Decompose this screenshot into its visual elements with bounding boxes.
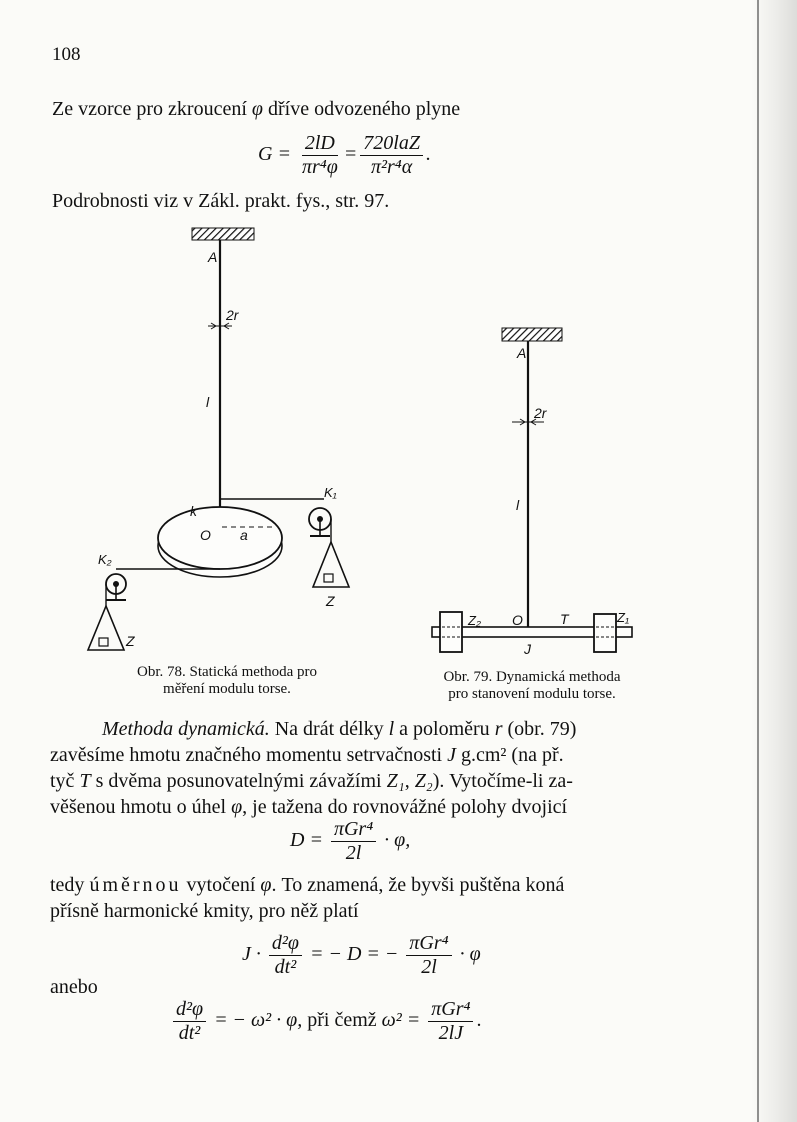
eq4-fraction-1: $\frac{\text{d²φ}}{\text{dt²}}$ bbox=[173, 998, 206, 1045]
weight-Z2 bbox=[440, 612, 462, 652]
weight-pan-left bbox=[88, 606, 124, 650]
caption-figure-79: Obr. 79. Dynamická methoda pro stanovení modulu torse. bbox=[443, 669, 621, 702]
label-2r: 2r bbox=[226, 307, 239, 323]
label-Z-left: Z bbox=[126, 633, 135, 649]
word-anebo: anebo bbox=[50, 976, 98, 998]
paragraph-intro bbox=[52, 96, 460, 122]
figure-79-dynamic-method bbox=[420, 322, 660, 662]
equation-motion: J · $\frac{\text{d²φ}}{\text{dt²}}$ = − D = − $\frac{\text{πGr⁴}}{2l}$ · φ bbox=[242, 932, 481, 978]
section-title: Methoda dynamická. bbox=[102, 718, 270, 740]
page-edge-line bbox=[757, 0, 759, 1122]
label-O: O bbox=[200, 527, 211, 543]
label-a: a bbox=[240, 527, 248, 543]
label-O: O bbox=[512, 612, 523, 628]
paragraph-harmonic bbox=[50, 872, 564, 924]
label-2r: 2r bbox=[534, 405, 547, 421]
eq1-fraction-2: $\frac{\text{720laZ}}{\text{π²r⁴α}}$ bbox=[360, 132, 423, 179]
label-K2: K₂ bbox=[98, 552, 112, 567]
label-Z-right: Z bbox=[326, 593, 335, 609]
label-l: l bbox=[516, 497, 520, 513]
caption-figure-78: Obr. 78. Statická methoda pro měření modulu torse. bbox=[137, 664, 317, 697]
equation-torque: D = $\frac{\text{πGr⁴}}{2l}$ · φ, bbox=[290, 818, 411, 864]
label-K1: K₁ bbox=[324, 485, 337, 500]
figure-78-static-method bbox=[80, 222, 380, 662]
eq4-fraction-2: $\frac{\text{πGr⁴}}{2lJ}$ bbox=[428, 998, 473, 1045]
label-Z1: Z₁ bbox=[617, 610, 630, 625]
label-T: T bbox=[560, 611, 569, 627]
label-J: J bbox=[524, 641, 531, 657]
eq3-fraction-1: $\frac{\text{d²φ}}{\text{dt²}}$ bbox=[269, 932, 302, 979]
phi-symbol: φ bbox=[251, 98, 263, 120]
para4-line2: přísně harmonické kmity, pro něž platí bbox=[50, 900, 359, 922]
intro-text: Ze vzorce pro zkroucení bbox=[52, 98, 252, 120]
para4-line1: tedy úměrnou vytočení φ. To znamená, že byvši puštěna koná bbox=[50, 874, 565, 896]
eq1-fraction-1: $\frac{2lD}{\text{πr⁴φ}}$ bbox=[301, 132, 338, 178]
weight-pan-right bbox=[313, 542, 349, 587]
page-number: 108 bbox=[52, 44, 81, 65]
eq2-fraction: $\frac{\text{πGr⁴}}{2l}$ bbox=[331, 818, 376, 865]
paragraph-dynamic-method bbox=[50, 716, 576, 820]
para3-line2: zavěsíme hmotu značného momentu setrvačnosti J g.cm² (na př. bbox=[50, 744, 564, 766]
para3-line3: tyč T s dvěma posunovatelnými závažími Z₁, Z₂). Vytočíme-li za- bbox=[50, 770, 573, 792]
torsion-disc bbox=[158, 507, 282, 569]
label-l: l bbox=[206, 394, 210, 410]
eq1-equals: = bbox=[343, 143, 358, 166]
weight-Z1 bbox=[594, 614, 616, 652]
equation-omega: $\frac{\text{d²φ}}{\text{dt²}}$ = − ω² · φ, při čemž ω² = $\frac{\text{πGr⁴}}{2lJ}$ . bbox=[170, 998, 481, 1045]
equation-shear-modulus: G = $\frac{2lD}{\text{πr⁴φ}}$ = $\frac{\text{720laZ}}{\text{π²r⁴α}}$ . bbox=[258, 132, 431, 178]
intro-text-tail: dříve odvozeného plyne bbox=[262, 98, 461, 120]
label-A: A bbox=[517, 345, 527, 361]
ceiling-support bbox=[192, 228, 254, 240]
label-A: A bbox=[208, 249, 218, 265]
para3-line4: věšenou hmotu o úhel φ, je tažena do rovnovážné polohy dvojicí bbox=[50, 796, 568, 818]
eq1-lhs: G = bbox=[258, 143, 291, 166]
ceiling-support bbox=[502, 328, 562, 341]
label-k: k bbox=[190, 503, 197, 519]
para3-line1: Methoda dynamická. Na drát délky l a poloměru r (obr. 79) bbox=[102, 718, 577, 740]
label-Z2: Z₂ bbox=[468, 613, 481, 628]
eq3-fraction-2: $\frac{\text{πGr⁴}}{2l}$ bbox=[406, 932, 451, 979]
paragraph-reference: Podrobnosti viz v Zákl. prakt. fys., str. 97. bbox=[52, 190, 390, 212]
